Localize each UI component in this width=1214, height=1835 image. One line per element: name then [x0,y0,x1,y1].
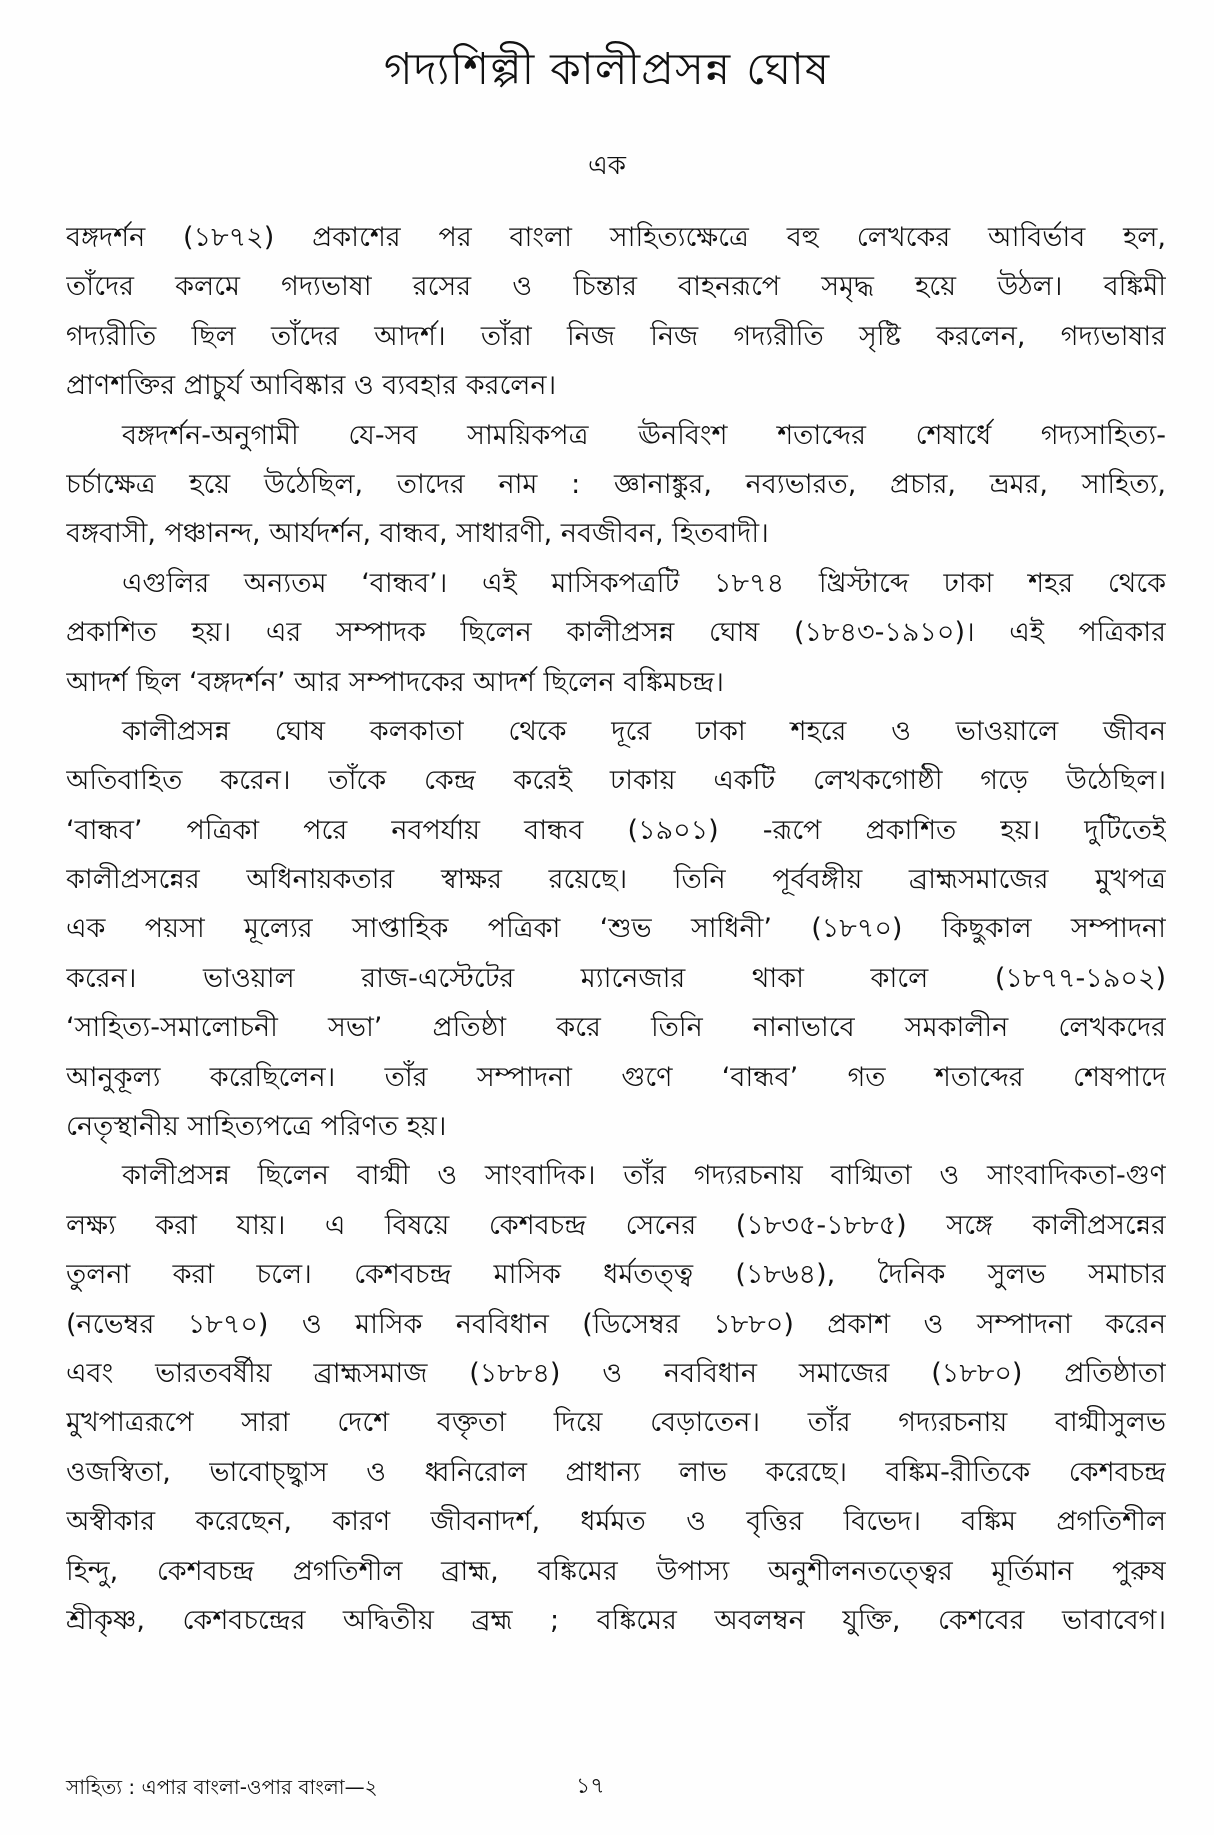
footer-book-title: সাহিত্য : এপার বাংলা-ওপার বাংলা—২ [66,1775,378,1799]
paragraph [66,411,1166,559]
text-line: (নভেম্বর ১৮৭০) ও মাসিক নববিধান (ডিসেম্বর ১৮৮০) প্রকাশ ও সম্পাদনা করেন [66,1308,1166,1340]
text-line: বঙ্গদর্শন-অনুগামী যে-সব সাময়িকপত্র ঊনবিংশ শতাব্দের শেষার্ধে গদ্যসাহিত্য- [122,419,1166,451]
text-line: মুখপাত্ররূপে সারা দেশে বক্তৃতা দিয়ে বেড়াতেন। তাঁর গদ্যরচনায় বাগ্মীসুলভ [66,1407,1166,1439]
text-line: কালীপ্রসন্নের অধিনায়কতার স্বাক্ষর রয়েছে। তিনি পূর্ববঙ্গীয় ব্রাহ্মসমাজের মুখপত্র [66,864,1166,896]
text-line: নেতৃস্থানীয় সাহিত্যপত্রে পরিণত হয়। [66,1111,447,1143]
paragraph [66,213,1166,411]
text-line: অস্বীকার করেছেন, কারণ জীবনাদর্শ, ধর্মমত ও বৃত্তির বিভেদ। বঙ্কিম প্রগতিশীল [66,1506,1166,1538]
page-number: ১৭ [576,1774,605,1799]
page-footer [66,1770,1166,1804]
page-title: গদ্যশিল্পী কালীপ্রসন্ন ঘোষ [383,44,831,95]
text-line: ‘বান্ধব’ পত্রিকা পরে নবপর্যায় বান্ধব (১৯০১) -রূপে প্রকাশিত হয়। দুটিতেই [66,814,1166,846]
text-line: এক পয়সা মূল্যের সাপ্তাহিক পত্রিকা ‘শুভ সাধিনী’ (১৮৭০) কিছুকাল সম্পাদনা [66,913,1166,945]
text-line: এবং ভারতবর্ষীয় ব্রাহ্মসমাজ (১৮৮৪) ও নববিধান সমাজের (১৮৮০) প্রতিষ্ঠাতা [66,1357,1166,1389]
text-line: গদ্যরীতি ছিল তাঁদের আদর্শ। তাঁরা নিজ নিজ গদ্যরীতি সৃষ্টি করলেন, গদ্যভাষার [66,320,1166,352]
text-line: আনুকূল্য করেছিলেন। তাঁর সম্পাদনা গুণে ‘বান্ধব’ গত শতাব্দের শেষপাদে [66,1061,1166,1093]
text-line: আদর্শ ছিল ‘বঙ্গদর্শন’ আর সম্পাদকের আদর্শ ছিলেন বঙ্কিমচন্দ্র। [66,666,724,698]
text-line: প্রকাশিত হয়। এর সম্পাদক ছিলেন কালীপ্রসন্ন ঘোষ (১৮৪৩-১৯১০)। এই পত্রিকার [66,617,1166,649]
text-line: তুলনা করা চলে। কেশবচন্দ্র মাসিক ধর্মতত্ত্ব (১৮৬৪), দৈনিক সুলভ সমাচার [66,1259,1166,1291]
text-line: প্রাণশক্তির প্রাচুর্য আবিষ্কার ও ব্যবহার করলেন। [66,370,557,402]
section-heading: এক [588,151,626,181]
paragraph [66,707,1166,1152]
text-line: কালীপ্রসন্ন ঘোষ কলকাতা থেকে দূরে ঢাকা শহরে ও ভাওয়ালে জীবন [122,715,1166,747]
text-line: ওজস্বিতা, ভাবোচ্ছ্বাস ও ধ্বনিরোল প্রাধান্য লাভ করেছে। বঙ্কিম-রীতিকে কেশবচন্দ্র [66,1456,1166,1488]
text-line: এগুলির অন্যতম ‘বান্ধব’। এই মাসিকপত্রটি ১৮৭৪ খ্রিস্টাব্দে ঢাকা শহর থেকে [122,567,1166,599]
text-line: হিন্দু, কেশবচন্দ্র প্রগতিশীল ব্রাহ্ম, বঙ্কিমের উপাস্য অনুশীলনতত্ত্বের মূর্তিমান পুরুষ [66,1555,1166,1587]
text-line: অতিবাহিত করেন। তাঁকে কেন্দ্র করেই ঢাকায় একটি লেখকগোষ্ঠী গড়ে উঠেছিল। [66,765,1166,797]
text-line: বঙ্গদর্শন (১৮৭২) প্রকাশের পর বাংলা সাহিত্যক্ষেত্রে বহু লেখকের আবির্ভাব হল, [66,222,1166,253]
text-line: বঙ্গবাসী, পঞ্চানন্দ, আর্যদর্শন, বান্ধব, সাধারণী, নবজীবন, হিতবাদী। [66,518,769,550]
paragraph [66,1151,1166,1645]
text-line: তাঁদের কলমে গদ্যভাষা রসের ও চিন্তার বাহনরূপে সমৃদ্ধ হয়ে উঠল। বঙ্কিমী [66,271,1166,303]
text-line: করেন। ভাওয়াল রাজ-এস্টেটের ম্যানেজার থাকা কালে (১৮৭৭-১৯০২) [66,962,1166,994]
text-line: লক্ষ্য করা যায়। এ বিষয়ে কেশবচন্দ্র সেনের (১৮৩৫-১৮৮৫) সঙ্গে কালীপ্রসন্নের [66,1209,1166,1241]
text-line: শ্রীকৃষ্ণ, কেশবচন্দ্রের অদ্বিতীয় ব্রহ্ম ; বঙ্কিমের অবলম্বন যুক্তি, কেশবের ভাবাবেগ। [66,1604,1166,1636]
text-line: ‘সাহিত্য-সমালোচনী সভা’ প্রতিষ্ঠা করে তিনি নানাভাবে সমকালীন লেখকদের [66,1012,1166,1044]
body-text [66,213,1166,1645]
text-line: কালীপ্রসন্ন ছিলেন বাগ্মী ও সাংবাদিক। তাঁর গদ্যরচনায় বাগ্মিতা ও সাংবাদিকতা-গুণ [122,1160,1166,1192]
paragraph [66,559,1166,707]
text-line: চর্চাক্ষেত্র হয়ে উঠেছিল, তাদের নাম : জ্ঞানাঙ্কুর, নব্যভারত, প্রচার, ভ্রমর, সাহিত্য, [66,468,1166,500]
